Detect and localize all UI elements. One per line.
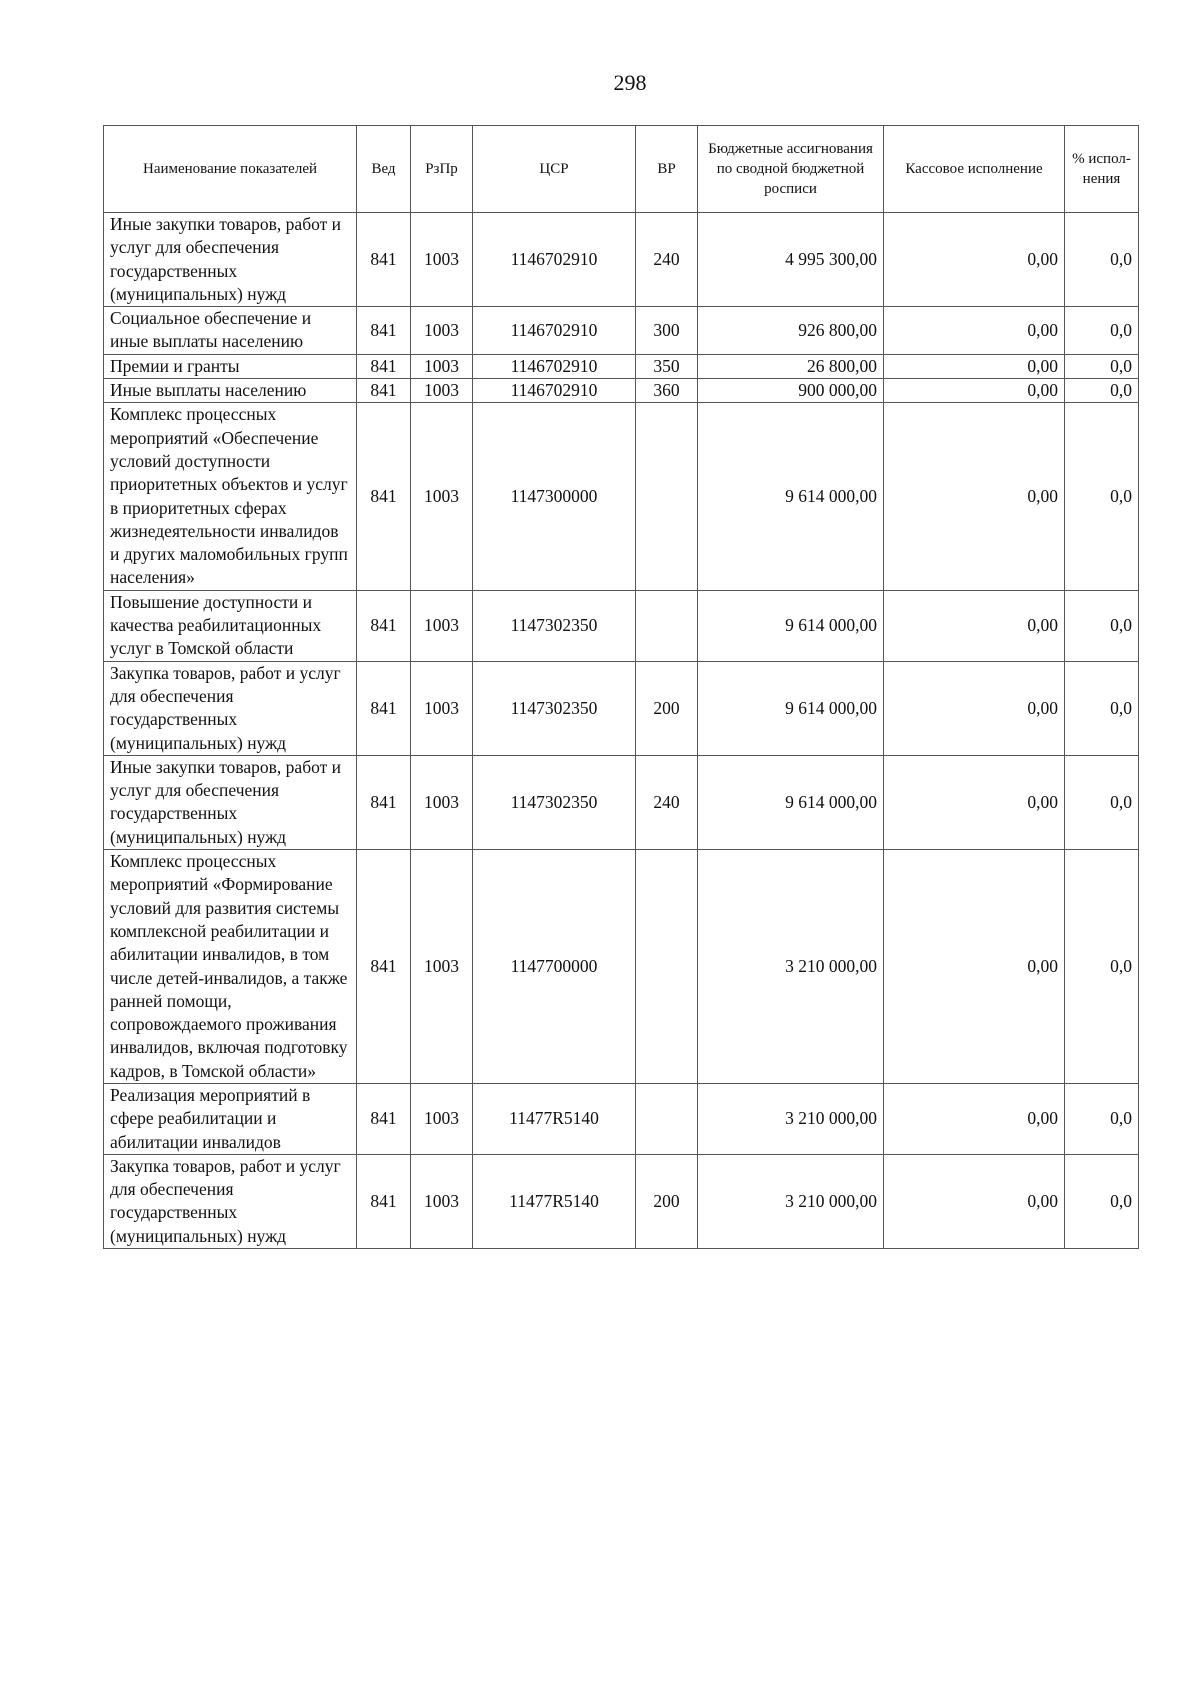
cell-cash: 0,00 [884, 1154, 1065, 1248]
cell-rzpr: 1003 [411, 307, 473, 355]
cell-budget: 9 614 000,00 [698, 661, 884, 755]
cell-vr [636, 850, 698, 1084]
cell-percent: 0,0 [1065, 1154, 1139, 1248]
cell-name: Иные закупки товаров, работ и услуг для обеспечения государственных (муниципальных) нужд [104, 213, 357, 307]
table-header-row [104, 126, 1139, 213]
table-row [104, 307, 1139, 355]
cell-budget: 900 000,00 [698, 379, 884, 403]
cell-ved: 841 [357, 661, 411, 755]
cell-budget: 9 614 000,00 [698, 590, 884, 661]
cell-cash: 0,00 [884, 354, 1065, 378]
cell-percent: 0,0 [1065, 1083, 1139, 1154]
cell-csr: 1147700000 [473, 850, 636, 1084]
cell-csr: 1146702910 [473, 213, 636, 307]
cell-vr: 200 [636, 661, 698, 755]
cell-budget: 26 800,00 [698, 354, 884, 378]
cell-rzpr: 1003 [411, 755, 473, 849]
cell-csr: 1147302350 [473, 755, 636, 849]
cell-vr: 350 [636, 354, 698, 378]
cell-csr: 1146702910 [473, 354, 636, 378]
cell-name: Комплекс процессных мероприятий «Обеспечение условий доступности приоритетных объектов и услуг в приоритетных сферах жизнедеятельности инвалидов и других маломобильных групп населения» [104, 403, 357, 590]
cell-name: Закупка товаров, работ и услуг для обеспечения государственных (муниципальных) нужд [104, 661, 357, 755]
cell-vr [636, 590, 698, 661]
header-cash: Кассовое исполнение [884, 126, 1065, 213]
cell-ved: 841 [357, 354, 411, 378]
cell-name: Комплекс процессных мероприятий «Формирование условий для развития системы комплексной реабилитации и абилитации инвалидов, в том числе детей-инвалидов, а также ранней помощи, сопровождаемого проживания инвалидов, включая подготовку кадров, в Томской области» [104, 850, 357, 1084]
header-budget: Бюджетные ассигнования по сводной бюджетной росписи [698, 126, 884, 213]
cell-percent: 0,0 [1065, 850, 1139, 1084]
cell-name: Повышение доступности и качества реабилитационных услуг в Томской области [104, 590, 357, 661]
budget-table [103, 125, 1139, 1249]
cell-percent: 0,0 [1065, 354, 1139, 378]
cell-csr: 11477R5140 [473, 1154, 636, 1248]
header-name: Наименование показателей [104, 126, 357, 213]
table-row [104, 354, 1139, 378]
cell-cash: 0,00 [884, 661, 1065, 755]
cell-budget: 3 210 000,00 [698, 1083, 884, 1154]
cell-name: Закупка товаров, работ и услуг для обеспечения государственных (муниципальных) нужд [104, 1154, 357, 1248]
cell-cash: 0,00 [884, 379, 1065, 403]
cell-rzpr: 1003 [411, 1083, 473, 1154]
cell-vr: 300 [636, 307, 698, 355]
cell-ved: 841 [357, 213, 411, 307]
cell-budget: 3 210 000,00 [698, 1154, 884, 1248]
cell-ved: 841 [357, 379, 411, 403]
cell-csr: 1146702910 [473, 379, 636, 403]
cell-cash: 0,00 [884, 213, 1065, 307]
cell-vr [636, 1083, 698, 1154]
cell-csr: 1147300000 [473, 403, 636, 590]
cell-csr: 11477R5140 [473, 1083, 636, 1154]
cell-ved: 841 [357, 1083, 411, 1154]
cell-cash: 0,00 [884, 755, 1065, 849]
cell-vr: 240 [636, 755, 698, 849]
cell-rzpr: 1003 [411, 590, 473, 661]
cell-ved: 841 [357, 307, 411, 355]
table-row [104, 590, 1139, 661]
table-row [104, 1083, 1139, 1154]
table-row [104, 850, 1139, 1084]
cell-vr: 200 [636, 1154, 698, 1248]
cell-ved: 841 [357, 755, 411, 849]
cell-budget: 9 614 000,00 [698, 755, 884, 849]
cell-csr: 1147302350 [473, 590, 636, 661]
cell-cash: 0,00 [884, 850, 1065, 1084]
cell-budget: 926 800,00 [698, 307, 884, 355]
cell-budget: 3 210 000,00 [698, 850, 884, 1084]
cell-cash: 0,00 [884, 590, 1065, 661]
cell-cash: 0,00 [884, 403, 1065, 590]
header-rzpr: РзПр [411, 126, 473, 213]
cell-vr: 360 [636, 379, 698, 403]
cell-budget: 9 614 000,00 [698, 403, 884, 590]
cell-rzpr: 1003 [411, 213, 473, 307]
cell-rzpr: 1003 [411, 379, 473, 403]
cell-percent: 0,0 [1065, 379, 1139, 403]
header-percent: % испол-нения [1065, 126, 1139, 213]
cell-cash: 0,00 [884, 1083, 1065, 1154]
cell-cash: 0,00 [884, 307, 1065, 355]
table-row [104, 379, 1139, 403]
cell-ved: 841 [357, 590, 411, 661]
cell-budget: 4 995 300,00 [698, 213, 884, 307]
cell-rzpr: 1003 [411, 850, 473, 1084]
cell-name: Иные закупки товаров, работ и услуг для обеспечения государственных (муниципальных) нужд [104, 755, 357, 849]
table-row [104, 213, 1139, 307]
cell-rzpr: 1003 [411, 1154, 473, 1248]
cell-percent: 0,0 [1065, 213, 1139, 307]
cell-ved: 841 [357, 1154, 411, 1248]
cell-rzpr: 1003 [411, 403, 473, 590]
cell-csr: 1146702910 [473, 307, 636, 355]
cell-rzpr: 1003 [411, 354, 473, 378]
cell-vr: 240 [636, 213, 698, 307]
header-ved: Вед [357, 126, 411, 213]
cell-csr: 1147302350 [473, 661, 636, 755]
table-row [104, 1154, 1139, 1248]
table-row [104, 403, 1139, 590]
cell-name: Реализация мероприятий в сфере реабилитации и абилитации инвалидов [104, 1083, 357, 1154]
page-number: 298 [613, 70, 647, 95]
cell-rzpr: 1003 [411, 661, 473, 755]
table-row [104, 661, 1139, 755]
cell-percent: 0,0 [1065, 403, 1139, 590]
cell-vr [636, 403, 698, 590]
cell-percent: 0,0 [1065, 307, 1139, 355]
cell-percent: 0,0 [1065, 755, 1139, 849]
cell-name: Социальное обеспечение и иные выплаты населению [104, 307, 357, 355]
header-csr: ЦСР [473, 126, 636, 213]
header-vr: ВР [636, 126, 698, 213]
table-row [104, 755, 1139, 849]
cell-ved: 841 [357, 403, 411, 590]
cell-percent: 0,0 [1065, 661, 1139, 755]
cell-percent: 0,0 [1065, 590, 1139, 661]
cell-ved: 841 [357, 850, 411, 1084]
cell-name: Премии и гранты [104, 354, 357, 378]
cell-name: Иные выплаты населению [104, 379, 357, 403]
